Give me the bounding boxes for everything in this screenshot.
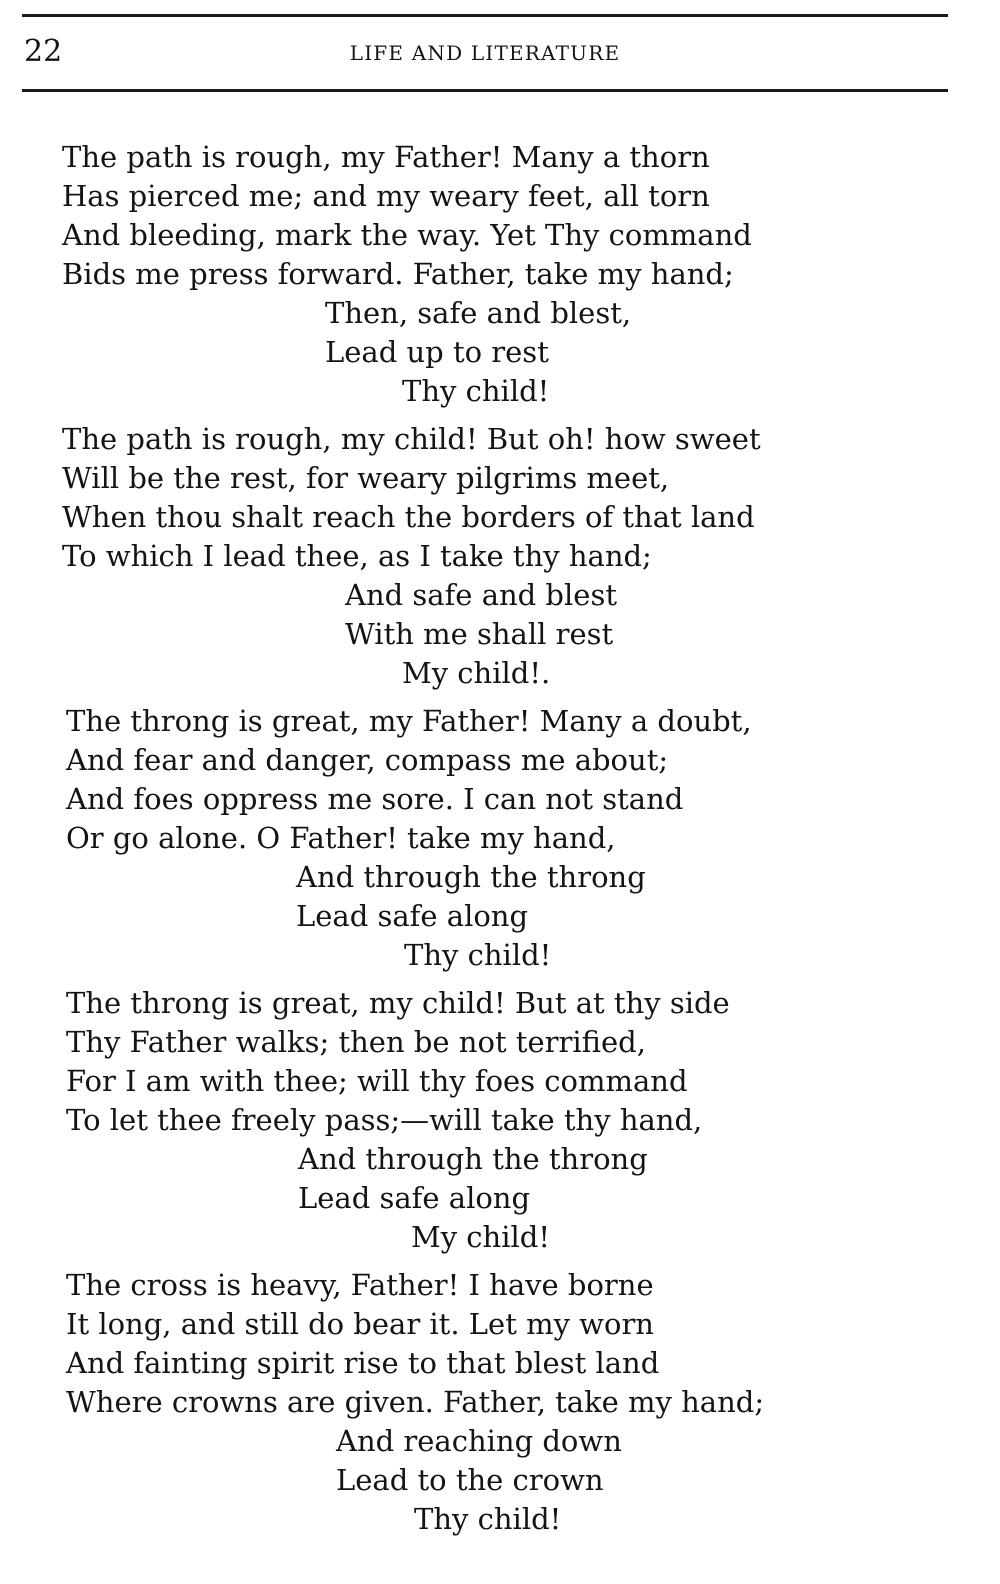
refrain-line: And through the throng (296, 860, 646, 894)
poem-line: Will be the rest, for weary pilgrims meet, (62, 461, 670, 495)
running-title: LIFE AND LITERATURE (349, 41, 621, 65)
poem-line: For I am with thee; will thy foes command (66, 1064, 688, 1098)
poem-line: And fear and danger, compass me about; (66, 743, 669, 777)
refrain-line: And safe and blest (345, 578, 617, 612)
poem-line: The path is rough, my child! But oh! how sweet (62, 422, 761, 456)
refrain-line: Lead safe along (296, 899, 529, 933)
stanza-1 (62, 138, 962, 411)
poem-line: Has pierced me; and my weary feet, all torn (62, 179, 710, 213)
refrain-line: Lead safe along (298, 1181, 531, 1215)
refrain-line: Then, safe and blest, (325, 296, 632, 330)
refrain-line: Thy child! (404, 938, 552, 972)
poem-line: The path is rough, my Father! Many a thorn (62, 140, 710, 174)
poem-line: Or go alone. O Father! take my hand, (66, 821, 616, 855)
poem-line: And foes oppress me sore. I can not stand (66, 782, 684, 816)
refrain-line: My child!. (402, 656, 551, 690)
poem-line: To let thee freely pass;—will take thy hand, (66, 1103, 703, 1137)
refrain-line: And reaching down (336, 1424, 622, 1458)
stanza-3 (66, 702, 962, 975)
poem-line: And bleeding, mark the way. Yet Thy command (62, 218, 752, 252)
refrain-line: With me shall rest (345, 617, 614, 651)
refrain-line: Thy child! (414, 1502, 562, 1536)
header-rule-top (22, 14, 948, 17)
refrain-line: And through the throng (298, 1142, 648, 1176)
poem-line: When thou shalt reach the borders of that land (62, 500, 755, 534)
stanza-2 (62, 420, 962, 693)
header-rule-bottom (22, 89, 948, 92)
poem-line: The cross is heavy, Father! I have borne (66, 1268, 654, 1302)
stanza-4 (66, 984, 962, 1257)
poem-line: Bids me press forward. Father, take my hand; (62, 257, 734, 291)
poem-line: Thy Father walks; then be not terrified, (66, 1025, 646, 1059)
poem (62, 138, 962, 1548)
page-number: 22 (24, 34, 63, 69)
stanza-5 (66, 1266, 962, 1539)
poem-line: And fainting spirit rise to that blest land (66, 1346, 660, 1380)
refrain-line: My child! (411, 1220, 550, 1254)
refrain-line: Lead to the crown (336, 1463, 604, 1497)
poem-line: The throng is great, my Father! Many a doubt, (66, 704, 752, 738)
refrain-line: Thy child! (402, 374, 550, 408)
refrain-line: Lead up to rest (325, 335, 549, 369)
poem-line: To which I lead thee, as I take thy hand; (62, 539, 652, 573)
poem-line: It long, and still do bear it. Let my worn (66, 1307, 654, 1341)
poem-line: The throng is great, my child! But at thy side (66, 986, 730, 1020)
poem-line: Where crowns are given. Father, take my hand; (66, 1385, 765, 1419)
